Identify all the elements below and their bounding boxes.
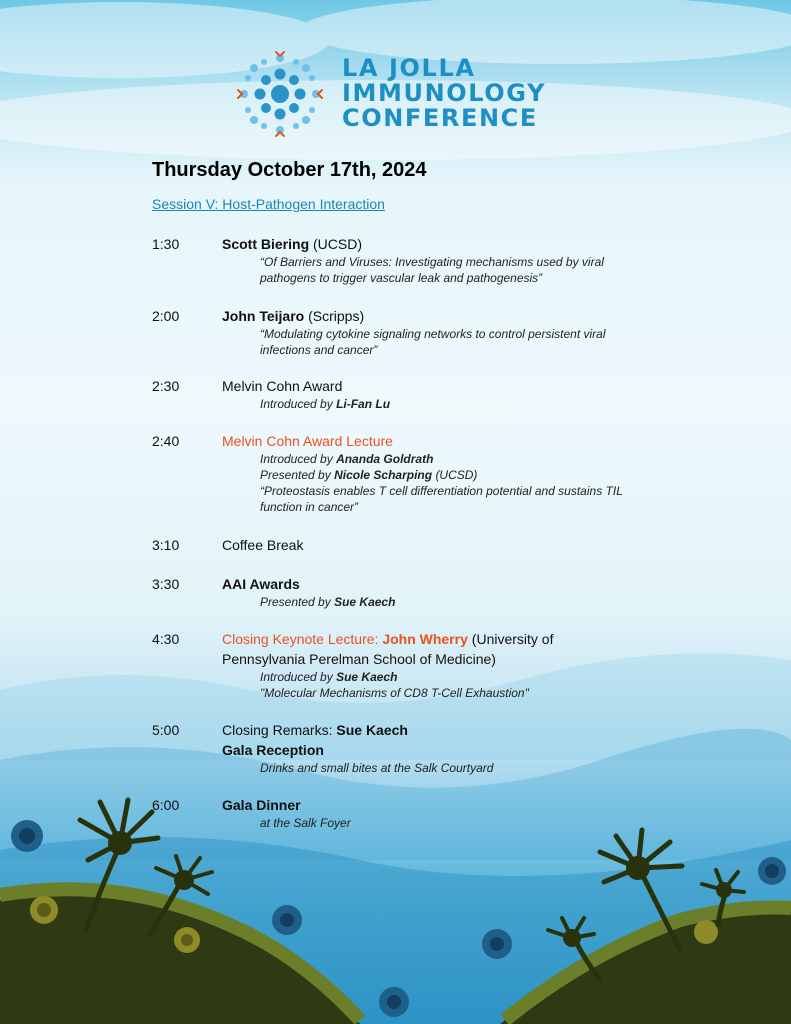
intro-prefix: Introduced by [260,670,333,684]
entry-title: Gala Dinner [222,797,301,813]
speaker-affiliation-line-1: (University of [471,631,554,647]
talk-title-line-1: “Of Barriers and Viruses: Investigating mechanisms used by viral [260,255,604,269]
entry-title: Melvin Cohn Award Lecture [222,433,393,449]
entry-time: 2:00 [152,308,180,324]
speaker-affiliation: (Scripps) [308,308,365,324]
intro-name: Li-Fan Lu [336,397,391,411]
reception-detail: Drinks and small bites at the Salk Courtyard [260,761,494,775]
speaker-name: John Teijaro [222,308,305,324]
entry-time: 2:30 [152,378,180,394]
reception-title: Gala Reception [222,742,324,758]
conference-name-line-1: LA JOLLA [342,54,476,82]
speaker-name: John Wherry [382,631,468,647]
entry-detail: at the Salk Foyer [260,816,351,830]
entry-title: AAI Awards [222,576,300,592]
schedule-entry [152,629,712,701]
presenter-affiliation: (UCSD) [435,468,478,482]
conference-name-line-3: CONFERENCE [342,104,538,132]
schedule-entry [152,535,712,555]
entry-title-prefix: Closing Remarks: [222,722,333,738]
talk-title: "Molecular Mechanisms of CD8 T-Cell Exhaustion" [260,686,529,700]
presented-prefix: Presented by [260,468,331,482]
entry-title-prefix: Closing Keynote Lecture: [222,631,379,647]
intro-prefix: Introduced by [260,452,333,466]
talk-title-line-2: function in cancer” [260,500,359,514]
intro-name: Sue Kaech [336,670,398,684]
speaker-name: Sue Kaech [336,722,408,738]
presenter-name: Sue Kaech [334,595,396,609]
schedule-entry [152,306,712,358]
entry-title: Coffee Break [222,537,304,553]
conference-name-line-2: IMMUNOLOGY [342,79,547,107]
entry-time: 1:30 [152,236,180,252]
speaker-affiliation-line-2: Pennsylvania Perelman School of Medicine) [222,651,496,667]
speaker-name: Scott Biering [222,236,310,252]
schedule-entry [152,431,712,515]
entry-time: 2:40 [152,433,180,449]
conference-header [236,50,566,138]
schedule-entry [152,795,712,831]
talk-title-line-1: “Modulating cytokine signaling networks to control persistent viral [260,327,606,341]
presented-prefix: Presented by [260,595,331,609]
intro-prefix: Introduced by [260,397,333,411]
conference-name [342,56,546,131]
entry-time: 6:00 [152,797,180,813]
schedule-entry [152,720,712,776]
speaker-affiliation: (UCSD) [313,236,363,252]
virus-snowflake-logo-icon [236,50,324,138]
schedule-entry [152,234,712,286]
talk-title-line-2: pathogens to trigger vascular leak and pathogenesis” [260,271,543,285]
intro-name: Ananda Goldrath [336,452,434,466]
talk-title-line-2: infections and cancer” [260,343,378,357]
entry-time: 3:30 [152,576,180,592]
day-title: Thursday October 17th, 2024 [152,159,427,181]
presenter-name: Nicole Scharping [334,468,433,482]
entry-time: 4:30 [152,631,180,647]
entry-title: Melvin Cohn Award [222,378,343,394]
talk-title-line-1: “Proteostasis enables T cell differentiation potential and sustains TIL [260,484,623,498]
session-link[interactable]: Session V: Host-Pathogen Interaction [152,196,385,212]
entry-time: 3:10 [152,537,180,553]
entry-time: 5:00 [152,722,180,738]
schedule-entry [152,574,712,610]
schedule-entry [152,376,712,412]
